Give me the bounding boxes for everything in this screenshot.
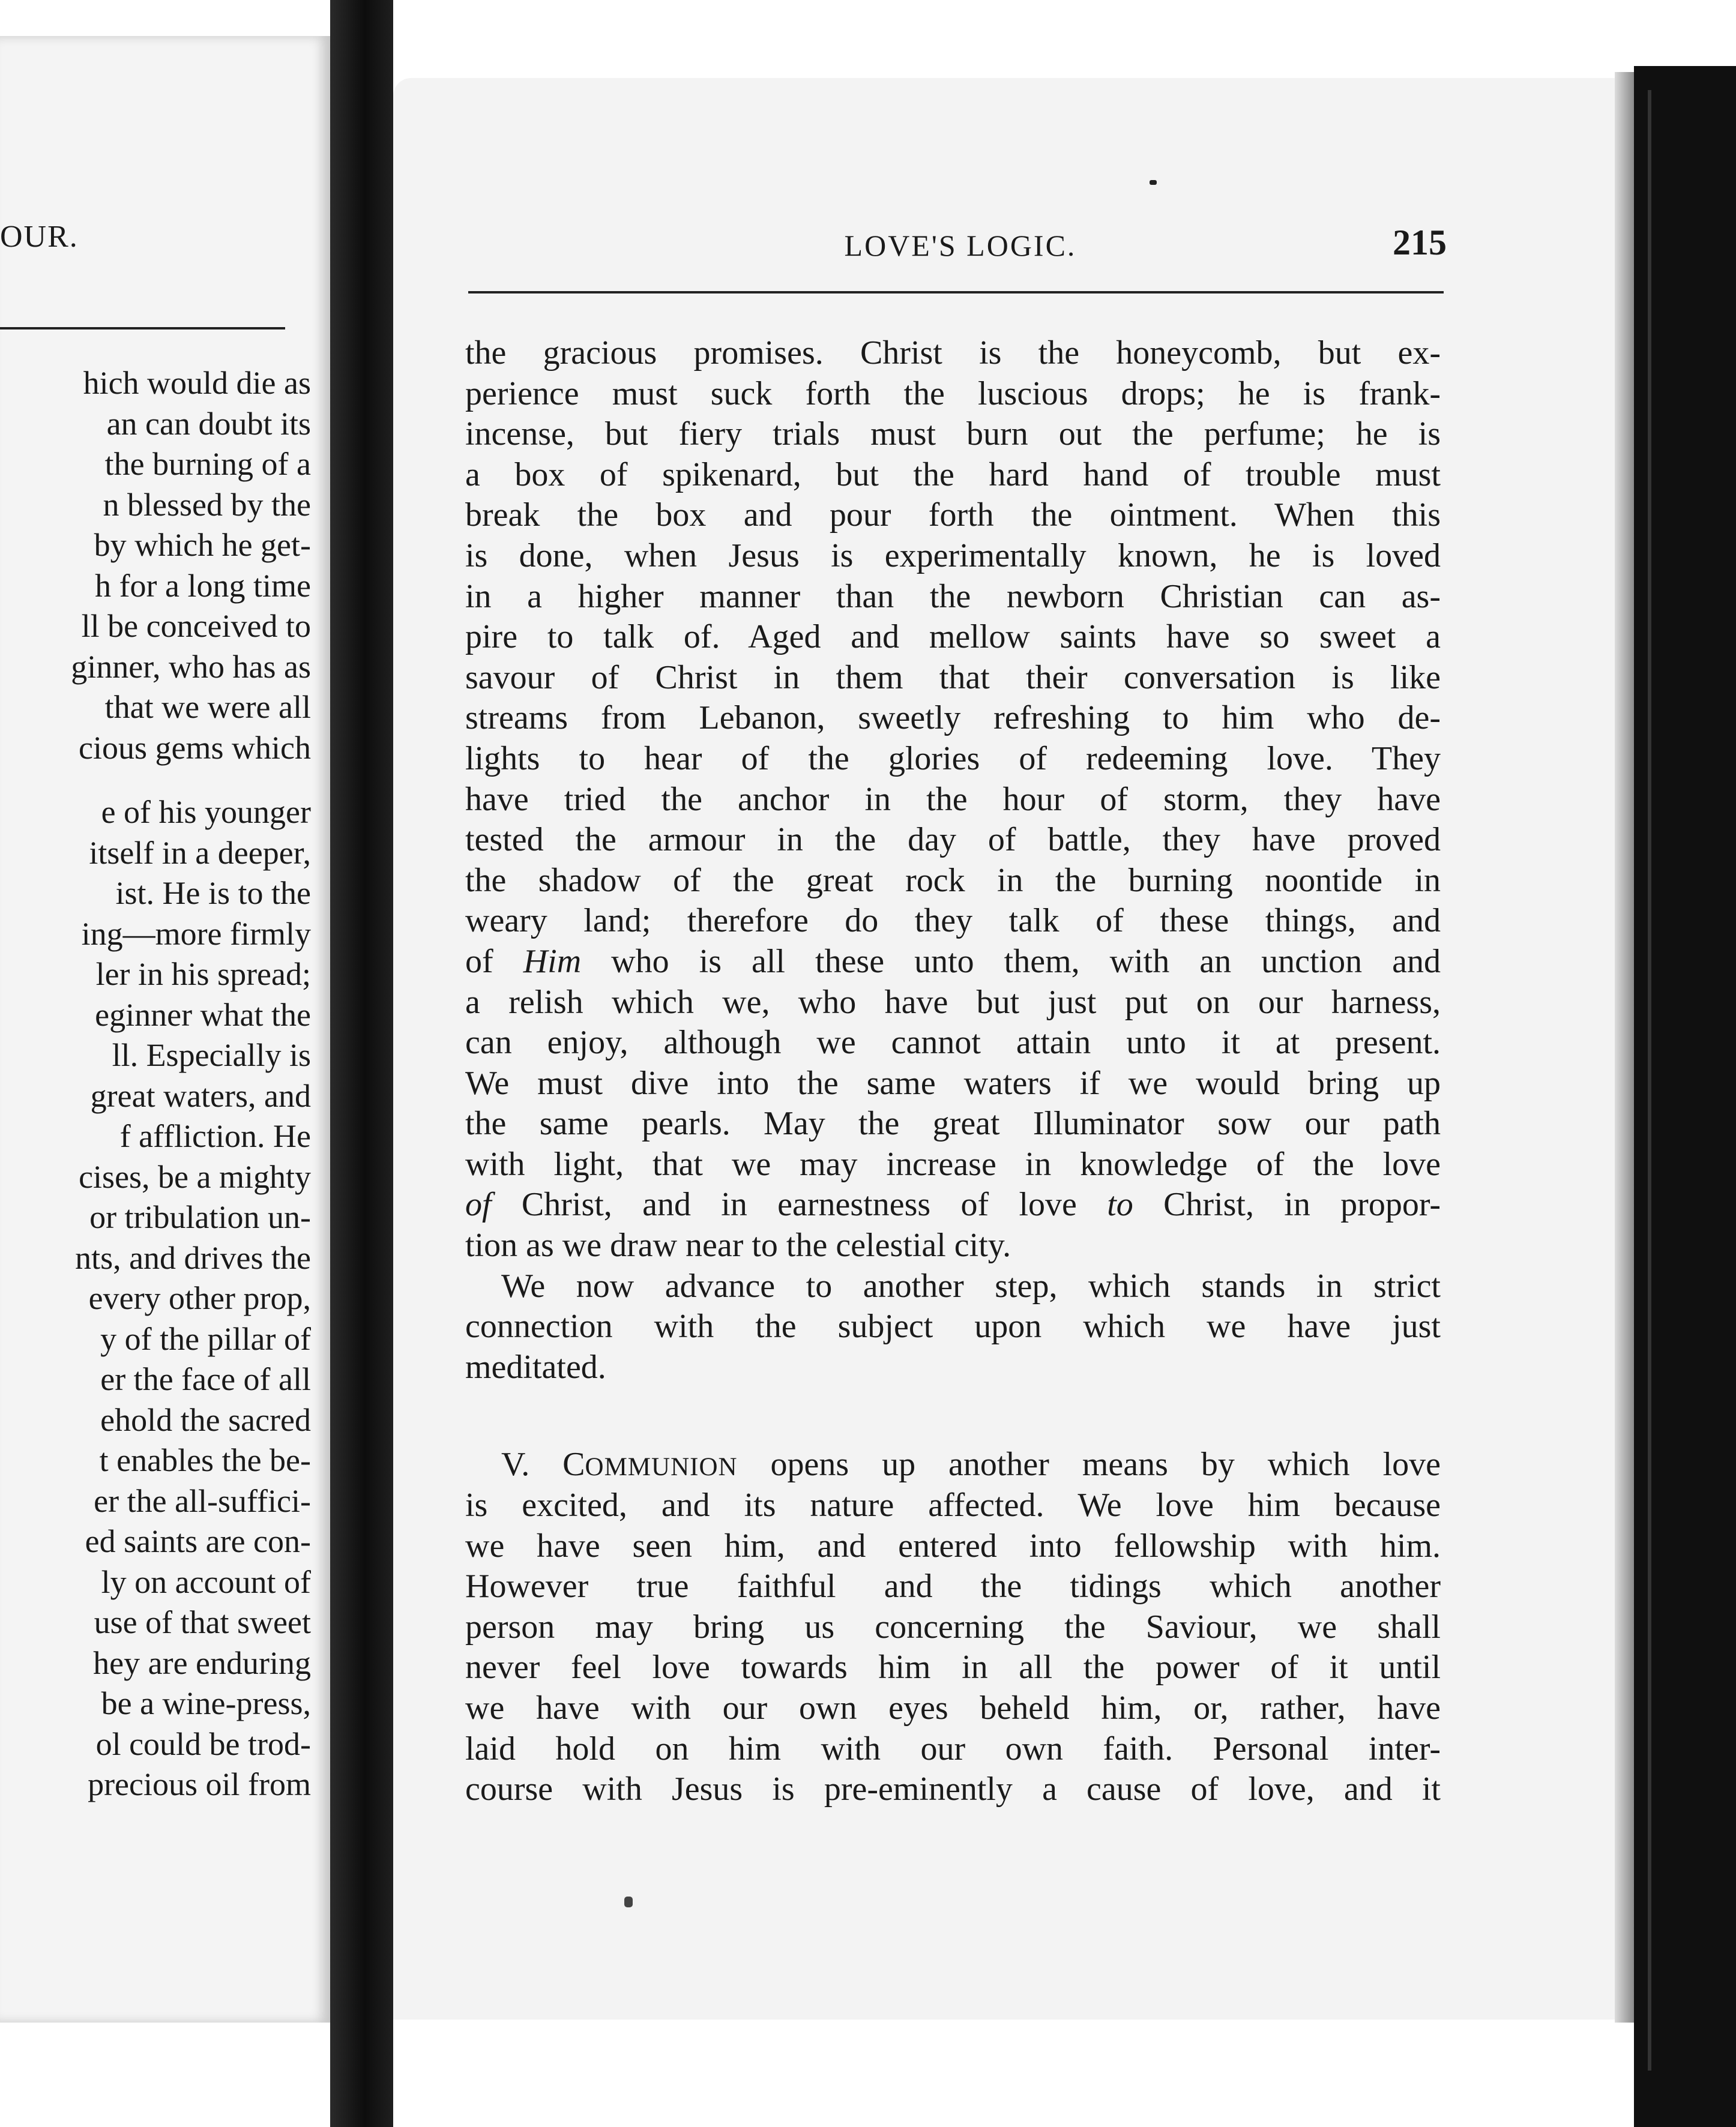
left-line: ehold the sacred <box>100 1401 311 1438</box>
left-line: ginner, who has as <box>71 648 311 685</box>
left-line: h for a long time <box>95 567 311 604</box>
left-line: ly on account of <box>101 1563 311 1600</box>
left-line: er the face of all <box>100 1361 311 1397</box>
text-line: incense, but fiery trials must burn out the perfume; he is <box>465 415 1441 453</box>
text-run: Christ, in propor- <box>1133 1186 1441 1224</box>
text-line: is done, when Jesus is experimentally known, he is loved <box>465 537 1441 574</box>
left-line: precious oil from <box>88 1766 311 1802</box>
page-edge <box>1615 72 1634 2023</box>
left-line: ll be conceived to <box>81 608 311 644</box>
text-line: break the box and pour forth the ointment. When this <box>465 496 1441 534</box>
left-line: n blessed by the <box>103 486 311 523</box>
text-line: However true faithful and the tidings which another <box>465 1568 1441 1605</box>
text-line: connection with the subject upon which we have just <box>465 1308 1441 1346</box>
italic-word: Him <box>523 942 582 980</box>
section-title-cap: C <box>562 1446 585 1484</box>
scan-border-line <box>1648 90 1651 2071</box>
left-line: the burning of a <box>104 446 311 482</box>
text-line: perience must suck forth the luscious drops; he is frank- <box>465 375 1441 412</box>
running-head: LOVE'S LOGIC. <box>844 229 1077 262</box>
left-page-text <box>0 363 311 1805</box>
text-line: the shadow of the great rock in the burning noontide in <box>465 861 1441 899</box>
section-title-smallcaps: OMMUNION <box>585 1453 738 1482</box>
text-line: we have seen him, and entered into fellowship with him. <box>465 1527 1441 1565</box>
ink-speck <box>1150 180 1157 185</box>
text-line: the same pearls. May the great Illuminator sow our path <box>465 1105 1441 1143</box>
text-line: course with Jesus is pre-eminently a cause of love, and it <box>465 1770 1441 1808</box>
header-rule <box>468 291 1444 293</box>
left-header-rule <box>0 327 285 329</box>
text-line: a box of spikenard, but the hard hand of trouble must <box>465 456 1441 493</box>
left-line: ed saints are con- <box>85 1523 311 1559</box>
left-line: ing—more firmly <box>81 915 311 952</box>
text-line: lights to hear of the glories of redeeming love. They <box>465 739 1441 777</box>
left-line: or tribulation un- <box>89 1199 311 1235</box>
section-number: V. <box>501 1446 563 1484</box>
text-run: Christ, and in earnestness of love <box>491 1186 1108 1224</box>
text-line: in a higher manner than the newborn Christian can as- <box>465 577 1441 615</box>
text-run: of <box>465 942 523 980</box>
left-line: great waters, and <box>90 1077 311 1114</box>
left-line: that we were all <box>104 689 311 725</box>
italic-word: to <box>1107 1186 1133 1224</box>
text-line: savour of Christ in them that their conversation is like <box>465 658 1441 696</box>
text-line: We must dive into the same waters if we would bring up <box>465 1064 1441 1102</box>
left-line: ler in his spread; <box>95 956 311 992</box>
left-line: by which he get- <box>94 527 311 563</box>
text-line: pire to talk of. Aged and mellow saints have so sweet a <box>465 618 1441 656</box>
left-line: y of the pillar of <box>100 1320 311 1357</box>
text-run: who is all these unto them, with an unction and <box>581 942 1441 980</box>
text-line <box>465 1185 1441 1226</box>
left-line: ll. Especially is <box>112 1037 311 1073</box>
left-line: eginner what the <box>95 996 311 1033</box>
left-running-head: OUR. <box>0 220 79 254</box>
left-line: be a wine-press, <box>101 1685 311 1721</box>
text-run: opens up another means by which love <box>737 1446 1441 1484</box>
left-line: hey are enduring <box>93 1644 311 1681</box>
left-line: an can doubt its <box>106 405 311 442</box>
left-line: ist. He is to the <box>115 875 311 911</box>
text-line: person may bring us concerning the Saviour, we shall <box>465 1608 1441 1646</box>
text-line: streams from Lebanon, sweetly refreshing to him who de- <box>465 699 1441 737</box>
left-line: itself in a deeper, <box>89 834 311 871</box>
text-line: we have with our own eyes beheld him, or, rather, have <box>465 1689 1441 1727</box>
text-line: can enjoy, although we cannot attain unto it at present. <box>465 1024 1441 1062</box>
text-line: a relish which we, who have but just put on our harness, <box>465 983 1441 1021</box>
text-line: the gracious promises. Christ is the honeycomb, but ex- <box>465 334 1441 372</box>
text-line: have tried the anchor in the hour of storm, they have <box>465 780 1441 818</box>
text-line: meditated. <box>465 1348 606 1386</box>
left-line: f affliction. He <box>119 1118 311 1154</box>
left-line: er the all-suffici- <box>94 1482 311 1519</box>
left-line: nts, and drives the <box>75 1239 311 1276</box>
left-line: use of that sweet <box>94 1604 311 1640</box>
section-heading-line <box>465 1445 1441 1485</box>
left-line: t enables the be- <box>99 1442 311 1478</box>
text-line: laid hold on him with our own faith. Personal inter- <box>465 1730 1441 1767</box>
text-line: tion as we draw near to the celestial city. <box>465 1227 1011 1265</box>
ink-speck <box>624 1897 633 1907</box>
paragraph-start-line: We now advance to another step, which stands in strict <box>501 1267 1441 1305</box>
text-line: never feel love towards him in all the power of it until <box>465 1649 1441 1686</box>
left-line: e of his younger <box>101 794 311 830</box>
text-line: is excited, and its nature affected. We love him because <box>465 1487 1441 1524</box>
left-line: ol could be trod- <box>95 1725 311 1762</box>
left-line: every other prop, <box>88 1280 311 1316</box>
left-line: hich would die as <box>83 365 311 401</box>
left-line: cious gems which <box>79 729 311 766</box>
text-line <box>465 942 1441 982</box>
book-gutter <box>330 0 393 2127</box>
left-line: cises, be a mighty <box>79 1158 311 1195</box>
body-text <box>465 333 1441 1810</box>
text-line: weary land; therefore do they talk of these things, and <box>465 902 1441 940</box>
facing-page-left <box>0 36 330 2023</box>
text-line: with light, that we may increase in knowledge of the love <box>465 1145 1441 1183</box>
text-line: tested the armour in the day of battle, they have proved <box>465 821 1441 859</box>
page-number: 215 <box>1393 223 1447 262</box>
italic-word: of <box>465 1186 492 1224</box>
